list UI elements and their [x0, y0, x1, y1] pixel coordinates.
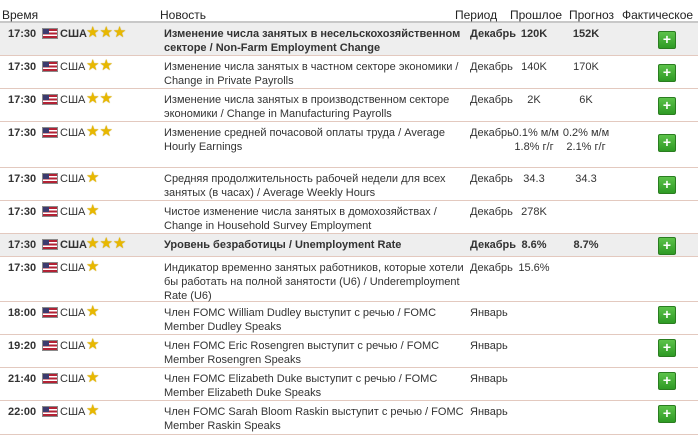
event-previous: 278K — [521, 206, 547, 218]
event-time: 17:30 — [8, 61, 37, 73]
us-flag-icon — [42, 340, 58, 351]
importance-stars-icon: ★ — [86, 202, 100, 219]
event-country: США — [60, 61, 86, 73]
event-period: Декабрь — [470, 28, 516, 40]
table-row — [0, 234, 698, 257]
add-event-button[interactable]: + — [658, 306, 676, 324]
event-time: 21:40 — [8, 373, 37, 385]
event-time: 19:20 — [8, 340, 37, 352]
event-country: США — [60, 239, 87, 251]
event-previous: 15.6% — [518, 262, 550, 274]
add-event-button[interactable]: + — [658, 405, 676, 423]
table-row — [0, 368, 698, 401]
event-previous: 140K — [521, 61, 547, 73]
table-row — [0, 89, 698, 122]
event-forecast: 152K — [572, 28, 600, 40]
event-title: Член FOMC Elizabeth Duke выступит с речью / FOMC Member Elizabeth Duke Speaks — [164, 373, 438, 399]
event-country: США — [60, 340, 86, 352]
us-flag-icon — [42, 373, 58, 384]
importance-stars-icon: ★ — [86, 169, 100, 186]
add-event-button[interactable]: + — [658, 176, 676, 194]
event-title: Чистое изменение числа занятых в домохозяйствах / Change in Household Survey Employment — [164, 206, 437, 232]
table-row — [0, 257, 698, 302]
event-period: Декабрь — [470, 239, 516, 251]
event-period: Декабрь — [470, 127, 513, 139]
event-previous: -0.1% м/м 1.8% г/г — [509, 127, 559, 153]
event-previous: 8.6% — [521, 239, 547, 251]
event-country: США — [60, 127, 86, 139]
event-period: Январь — [470, 406, 508, 418]
us-flag-icon — [42, 262, 58, 273]
event-period: Январь — [470, 307, 508, 319]
us-flag-icon — [42, 127, 58, 138]
add-event-button[interactable]: + — [658, 237, 676, 255]
event-time: 18:00 — [8, 307, 37, 319]
us-flag-icon — [42, 94, 58, 105]
event-title: Средняя продолжительность рабочей недели для всех занятых (в часах) / Average Weekly Hours — [164, 173, 446, 199]
event-country: США — [60, 28, 87, 40]
event-forecast: 0.2% м/м 2.1% г/г — [562, 127, 610, 153]
event-time: 17:30 — [8, 239, 37, 251]
importance-stars-icon: ★ — [86, 402, 100, 419]
table-row — [0, 122, 698, 168]
event-country: США — [60, 173, 86, 185]
event-title: Изменение числа занятых в производственном секторе экономики / Change in Manufacturing Payrolls — [164, 94, 450, 120]
event-period: Декабрь — [470, 206, 513, 218]
importance-stars-icon: ★ — [86, 258, 100, 275]
importance-stars-icon: ★ — [86, 336, 100, 353]
event-title: Член FOMC Sarah Bloom Raskin выступит с речью / FOMC Member Raskin Speaks — [164, 406, 464, 432]
event-period: Декабрь — [470, 262, 513, 274]
event-title: Изменение числа занятых в частном секторе экономики / Change in Private Payrolls — [164, 61, 459, 87]
table-row — [0, 335, 698, 368]
us-flag-icon — [42, 28, 58, 39]
table-row — [0, 302, 698, 335]
header-actual: Фактическое — [622, 8, 694, 22]
event-title: Изменение средней почасовой оплаты труда / Average Hourly Earnings — [164, 127, 445, 153]
header-previous: Прошлое — [510, 8, 563, 22]
event-time: 17:30 — [8, 28, 37, 40]
table-row — [0, 201, 698, 234]
table-row — [0, 23, 698, 56]
event-time: 17:30 — [8, 262, 37, 274]
header-news: Новость — [160, 8, 207, 22]
add-event-button[interactable]: + — [658, 64, 676, 82]
table-row — [0, 168, 698, 201]
event-forecast: 170K — [573, 61, 599, 73]
event-forecast: 6K — [579, 94, 593, 106]
event-time: 17:30 — [8, 94, 37, 106]
event-country: США — [60, 373, 86, 385]
event-time: 17:30 — [8, 127, 37, 139]
header-time: Время — [2, 8, 39, 22]
add-event-button[interactable]: + — [658, 97, 676, 115]
us-flag-icon — [42, 406, 58, 417]
header-period: Период — [455, 8, 498, 22]
event-title: Уровень безработицы / Unemployment Rate — [164, 239, 402, 251]
event-period: Декабрь — [470, 173, 513, 185]
us-flag-icon — [42, 206, 58, 217]
event-title: Член FOMC William Dudley выступит с речью / FOMC Member Dudley Speaks — [164, 307, 437, 333]
event-period: Декабрь — [470, 94, 513, 106]
us-flag-icon — [42, 173, 58, 184]
importance-stars-icon: ★★★ — [86, 235, 127, 252]
us-flag-icon — [42, 239, 58, 250]
event-time: 17:30 — [8, 206, 37, 218]
table-header — [0, 0, 698, 23]
event-country: США — [60, 406, 86, 418]
importance-stars-icon: ★★ — [86, 57, 113, 74]
header-forecast: Прогноз — [569, 8, 615, 22]
event-previous: 120K — [520, 28, 548, 40]
event-forecast: 34.3 — [575, 173, 597, 185]
event-country: США — [60, 94, 86, 106]
us-flag-icon — [42, 61, 58, 72]
event-time: 22:00 — [8, 406, 37, 418]
importance-stars-icon: ★ — [86, 369, 100, 386]
table-row — [0, 401, 698, 435]
importance-stars-icon: ★★ — [86, 123, 113, 140]
event-period: Январь — [470, 340, 508, 352]
event-period: Январь — [470, 373, 508, 385]
event-country: США — [60, 307, 86, 319]
event-country: США — [60, 206, 86, 218]
importance-stars-icon: ★★ — [86, 90, 113, 107]
event-period: Декабрь — [470, 61, 513, 73]
add-event-button[interactable]: + — [658, 372, 676, 390]
event-title: Индикатор временно занятых работников, которые хотели бы работать на полной занятости (U6) / Underemployment Rate (U6) — [164, 262, 464, 302]
add-event-button[interactable]: + — [658, 31, 676, 49]
event-country: США — [60, 262, 86, 274]
event-previous: 2K — [527, 94, 541, 106]
table-row — [0, 56, 698, 89]
add-event-button[interactable]: + — [658, 339, 676, 357]
importance-stars-icon: ★★★ — [86, 24, 127, 41]
event-title: Изменение числа занятых в несельскохозяйственном секторе / Non-Farm Employment Change — [164, 28, 461, 54]
importance-stars-icon: ★ — [86, 303, 100, 320]
event-forecast: 8.7% — [573, 239, 599, 251]
event-time: 17:30 — [8, 173, 37, 185]
us-flag-icon — [42, 307, 58, 318]
event-title: Член FOMC Eric Rosengren выступит с речью / FOMC Member Rosengren Speaks — [164, 340, 440, 366]
event-previous: 34.3 — [523, 173, 545, 185]
add-event-button[interactable]: + — [658, 134, 676, 152]
